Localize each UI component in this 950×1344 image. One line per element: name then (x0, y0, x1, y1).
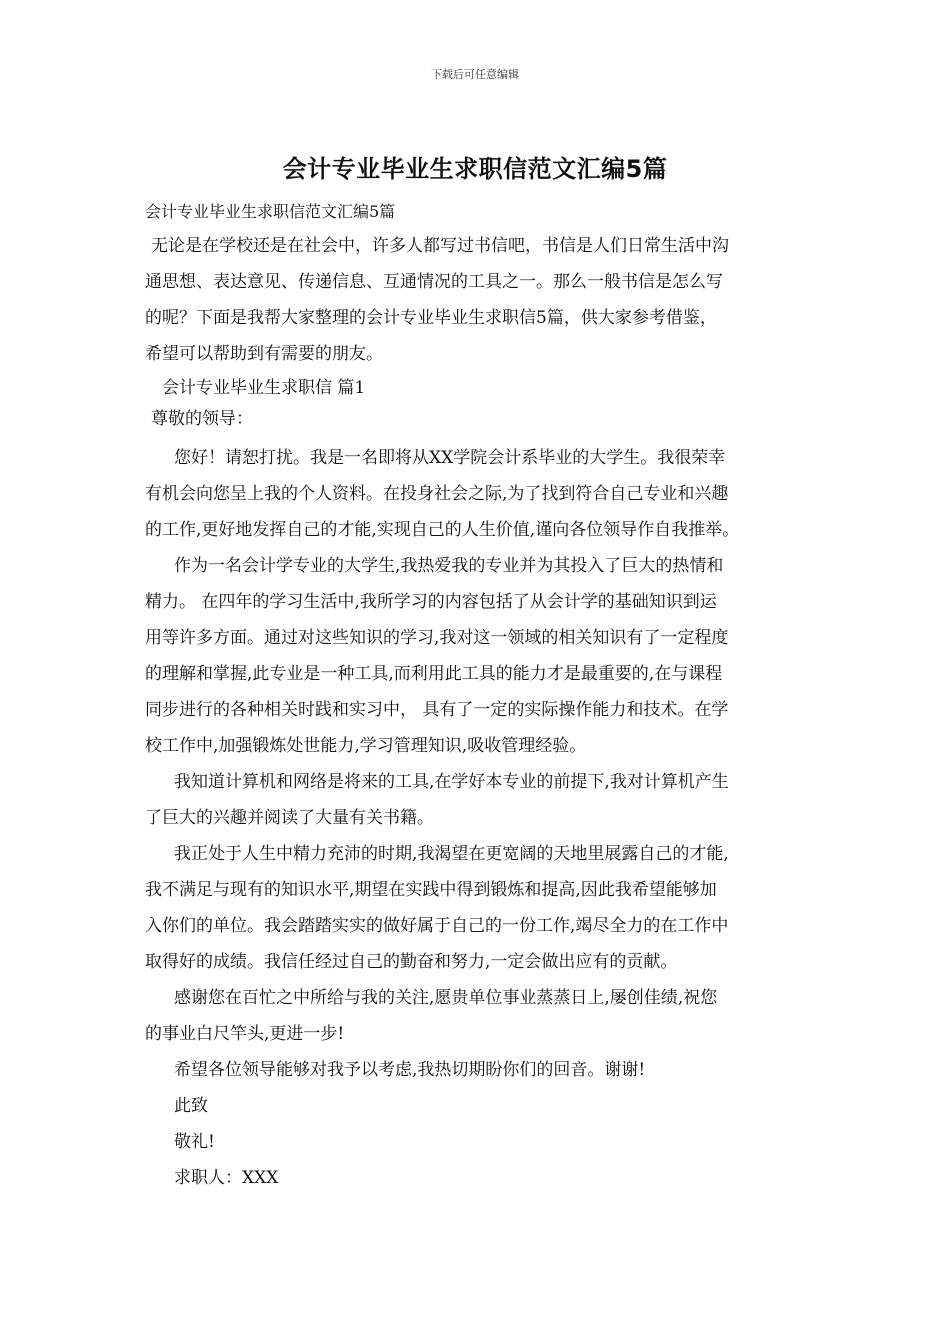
body-line: 我正处于人生中精力充沛的时期,我渴望在更宽阔的天地里展露自己的才能, (174, 844, 729, 864)
header-note: 下载后可任意编辑 (431, 68, 519, 81)
body-line: 您好！请恕打扰。我是一名即将从XX学院会计系毕业的大学生。我很荣幸 (174, 448, 726, 468)
intro-line: 希望可以帮助到有需要的朋友。 (145, 344, 383, 364)
body-line: 作为一名会计学专业的大学生,我热爱我的专业并为其投入了巨大的热情和 (174, 556, 724, 576)
salutation: 尊敬的领导： (151, 409, 253, 429)
body-line: 校工作中,加强锻炼处世能力,学习管理知识,吸收管理经验。 (145, 736, 587, 756)
body-line: 的工作,更好地发挥自己的才能,实现自己的人生价值,谨向各位领导作自我推举。 (145, 520, 740, 540)
intro-line: 的呢？下面是我帮大家整理的会计专业毕业生求职信5篇，供大家参考借鉴， (145, 308, 717, 328)
signature-line: 求职人：XXX (174, 1168, 279, 1188)
document-body (145, 196, 813, 1196)
body-line: 有机会向您呈上我的个人资料。在投身社会之际,为了找到符合自己专业和兴趣 (145, 484, 729, 504)
body-line: 精力。 在四年的学习生活中,我所学习的内容包括了从会计学的基础知识到运 (145, 592, 717, 612)
body-line: 感谢您在百忙之中所给与我的关注,愿贵单位事业蒸蒸日上,屡创佳绩,祝您 (174, 988, 718, 1008)
body-line: 我不满足与现有的知识水平,期望在实践中得到锻炼和提高,因此我希望能够加 (145, 880, 717, 900)
body-line: 的事业白尺竿头,更进一步! (145, 1024, 345, 1044)
body-line: 同步进行的各种相关时践和实习中， 具有了一定的实际操作能力和技术。在学 (145, 700, 729, 720)
document-subtitle: 会计专业毕业生求职信范文汇编5篇 (145, 202, 396, 221)
closing-line: 此致 (174, 1096, 208, 1116)
section-heading: 会计专业毕业生求职信 篇1 (162, 378, 366, 398)
body-line: 用等许多方面。通过对这些知识的学习,我对这一领域的相关知识有了一定程度 (145, 628, 729, 648)
body-line: 入你们的单位。我会踏踏实实的做好属于自己的一份工作,竭尽全力的在工作中 (145, 916, 729, 936)
closing-line: 敬礼! (174, 1132, 215, 1152)
body-line: 我知道计算机和网络是将来的工具,在学好本专业的前提下,我对计算机产生 (174, 772, 729, 792)
body-line: 取得好的成绩。我信任经过自己的勤奋和努力,一定会做出应有的贡献。 (145, 952, 678, 972)
body-line: 的理解和掌握,此专业是一种工具,而利用此工具的能力才是最重要的,在与课程 (145, 664, 723, 684)
document-title: 会计专业毕业生求职信范文汇编5篇 (282, 155, 668, 183)
body-line: 希望各位领导能够对我予以考虑,我热切期盼你们的回音。谢谢! (174, 1060, 646, 1080)
intro-line: 通思想、表达意见、传递信息、互通情况的工具之一。那么一般书信是怎么写 (145, 272, 723, 292)
intro-line: 无论是在学校还是在社会中，许多人都写过书信吧，书信是人们日常生活中沟 (151, 236, 729, 256)
body-line: 了巨大的兴趣并阅读了大量有关书籍。 (145, 808, 434, 828)
